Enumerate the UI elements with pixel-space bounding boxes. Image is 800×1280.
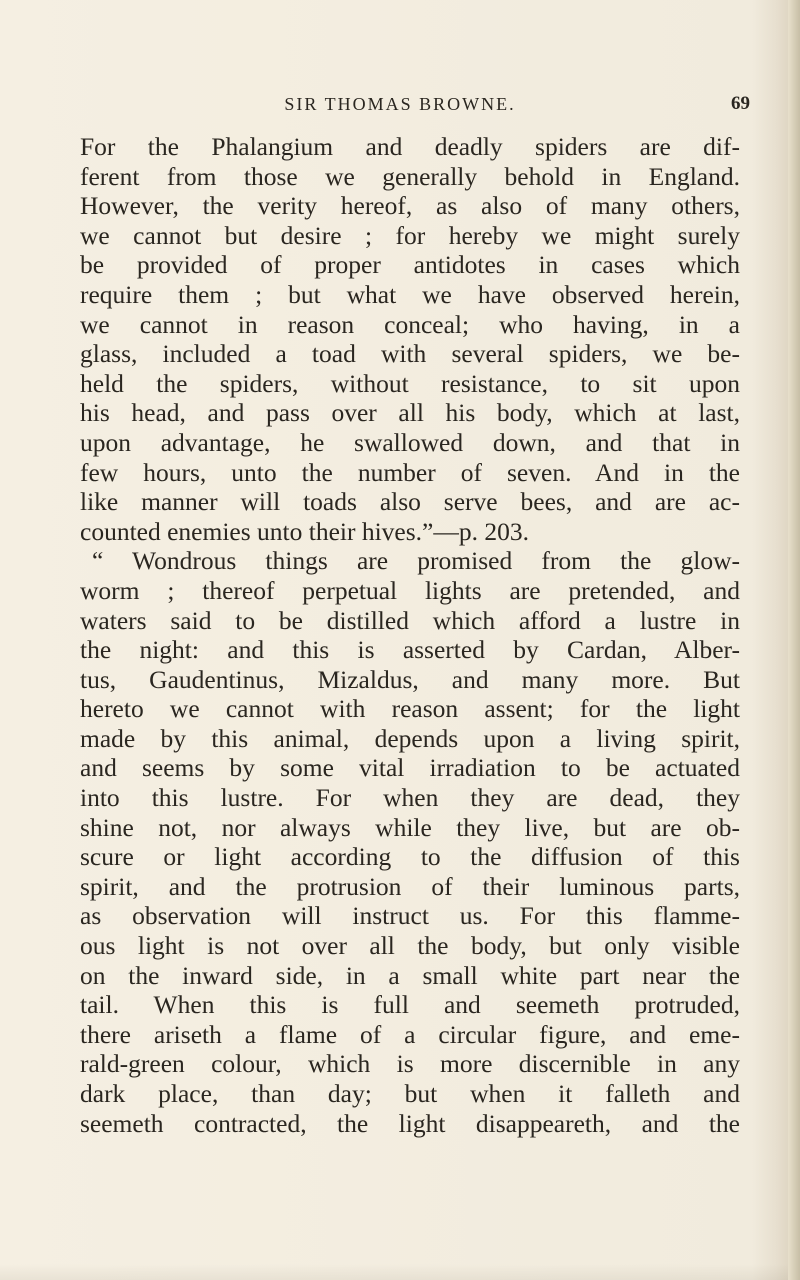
text-line-31: there ariseth a flame of a circular figure, and eme- [80,1019,740,1049]
text-line-15: “ Wondrous things are promised from the glow- [92,546,740,576]
text-line-19: tus, Gaudentinus, Mizaldus, and many more. But [80,664,740,694]
text-line-28: ous light is not over all the body, but only visible [80,931,740,961]
text-line-6: require them ; but what we have observed herein, [80,279,740,309]
text-line-10: his head, and pass over all his body, which at last, [80,398,740,428]
text-line-26: spirit, and the protrusion of their luminous parts, [80,871,740,901]
text-line-32: rald-green colour, which is more discernible in any [80,1049,740,1079]
text-line-18: the night: and this is asserted by Cardan, Alber- [80,635,740,665]
text-line-30: tail. When this is full and seemeth protruded, [80,990,740,1020]
text-line-14: counted enemies unto their hives.”—p. 203. [80,516,529,546]
text-line-13: like manner will toads also serve bees, and are ac- [80,487,740,517]
text-line-16: worm ; thereof perpetual lights are pretended, and [80,575,740,605]
running-title: SIR THOMAS BROWNE. [284,94,516,114]
text-line-1: For the Phalangium and deadly spiders are dif- [80,132,740,161]
text-line-20: hereto we cannot with reason assent; for the light [80,694,740,724]
running-head [70,92,750,116]
text-line-8: glass, included a toad with several spiders, we be- [80,339,740,369]
page-number: 69 [731,93,750,114]
text-line-34: seemeth contracted, the light disappeareth, and the [80,1108,740,1138]
text-line-24: shine not, nor always while they live, but are ob- [80,812,740,842]
page-bottom-shadow [0,1264,788,1280]
text-line-7: we cannot in reason conceal; who having, in a [80,309,740,339]
text-line-17: waters said to be distilled which afford a lustre in [80,605,740,635]
text-line-5: be provided of proper antidotes in cases which [80,250,740,280]
text-line-23: into this lustre. For when they are dead, they [80,783,740,813]
text-line-29: on the inward side, in a small white part near the [80,960,740,990]
text-line-4: we cannot but desire ; for hereby we might surely [80,220,740,250]
page-edge [788,0,800,1280]
text-line-21: made by this animal, depends upon a living spirit, [80,723,740,753]
text-line-9: held the spiders, without resistance, to sit upon [80,368,740,398]
text-line-12: few hours, unto the number of seven. And in the [80,457,740,487]
text-line-22: and seems by some vital irradiation to be actuated [80,753,740,783]
text-line-3: However, the verity hereof, as also of many others, [80,191,740,221]
text-line-33: dark place, than day; but when it falleth and [80,1079,740,1108]
text-line-11: upon advantage, he swallowed down, and that in [80,427,740,457]
text-line-27: as observation will instruct us. For this flamme- [80,901,740,931]
body-text [80,132,740,1138]
text-line-2: ferent from those we generally behold in England. [80,161,740,191]
text-line-25: scure or light according to the diffusion of this [80,842,740,872]
